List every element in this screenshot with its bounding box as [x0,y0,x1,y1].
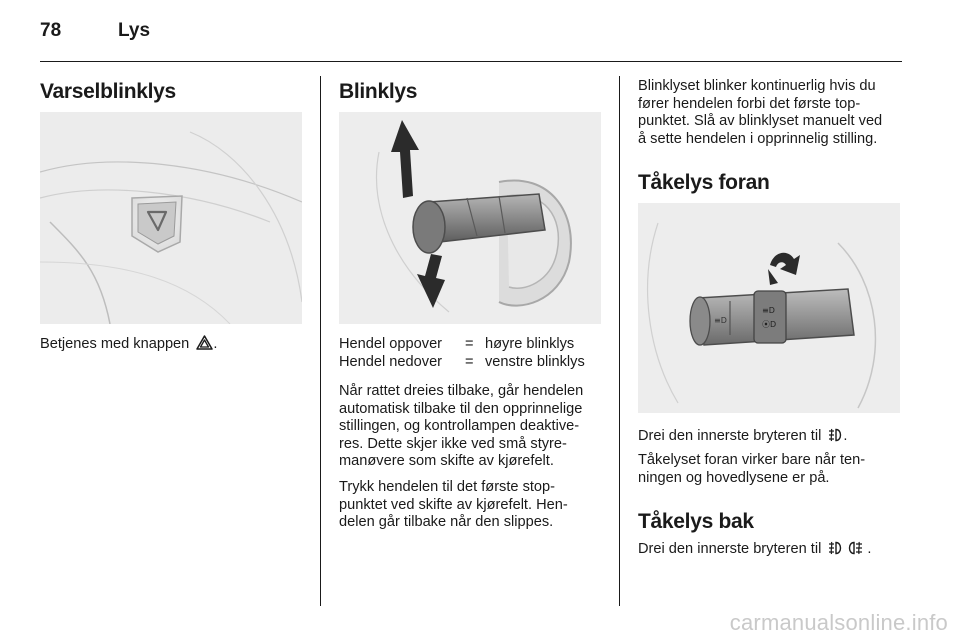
column-divider-2 [619,76,620,606]
svg-text:≡D: ≡D [714,316,727,325]
front-fog-light-icon [827,428,843,442]
watermark: carmanualsonline.info [729,610,948,635]
front-fog-instruction: Drei den innerste bryteren til . [638,428,848,444]
heading-rear-fog: Tåkelys bak [638,510,754,533]
rear-fog-light-icon [827,541,867,555]
lever-direction-table [339,336,585,371]
heading-front-fog: Tåkelys foran [638,171,770,194]
front-fog-condition-paragraph: Tåkelyset foran virker bare når ten- ningen og hovedlysene er på. [638,452,866,486]
page-number: 78 [40,20,62,41]
continuous-blink-paragraph: Blinklyset blinker kontinuerlig hvis du fører hendelen forbi det første top- punktet. Slå av blinklyset manuelt ved å sette hendelen i opprinnelig stilling. [638,78,883,147]
svg-text:≡D: ≡D [762,306,775,315]
heading-hazard-warning: Varselblinklys [40,80,176,103]
lever-row-up: Hendel oppover = høyre blinklys [339,336,575,352]
hazard-button-illustration [40,112,302,324]
auto-return-paragraph: Når rattet dreies tilbake, går hendelen automatisk tilbake til den opprinnelige stillingen, og kontrollampen deaktive- res. Dette skjer ikke ved små styre- manøvere som skifte av kjørefelt. [339,383,584,470]
rear-fog-instruction: Drei den innerste bryteren til . [638,541,872,557]
lever-row-down: Hendel nedover = venstre blinklys [339,353,585,370]
svg-text:⦿D: ⦿D [762,320,777,329]
hazard-triangle-icon [196,335,213,350]
header-rule [40,61,902,62]
column-divider-1 [320,76,321,606]
heading-turn-signal: Blinklys [339,80,418,103]
chapter-title: Lys [118,20,151,41]
turn-signal-lever-illustration [339,112,601,324]
hazard-caption: Betjenes med knappen . [40,336,218,352]
fog-light-switch-illustration [638,203,900,413]
lane-change-paragraph: Trykk hendelen til det første stop- punktet ved skifte av kjørefelt. Hen- delen går tilbake når den slippes. [339,479,568,531]
